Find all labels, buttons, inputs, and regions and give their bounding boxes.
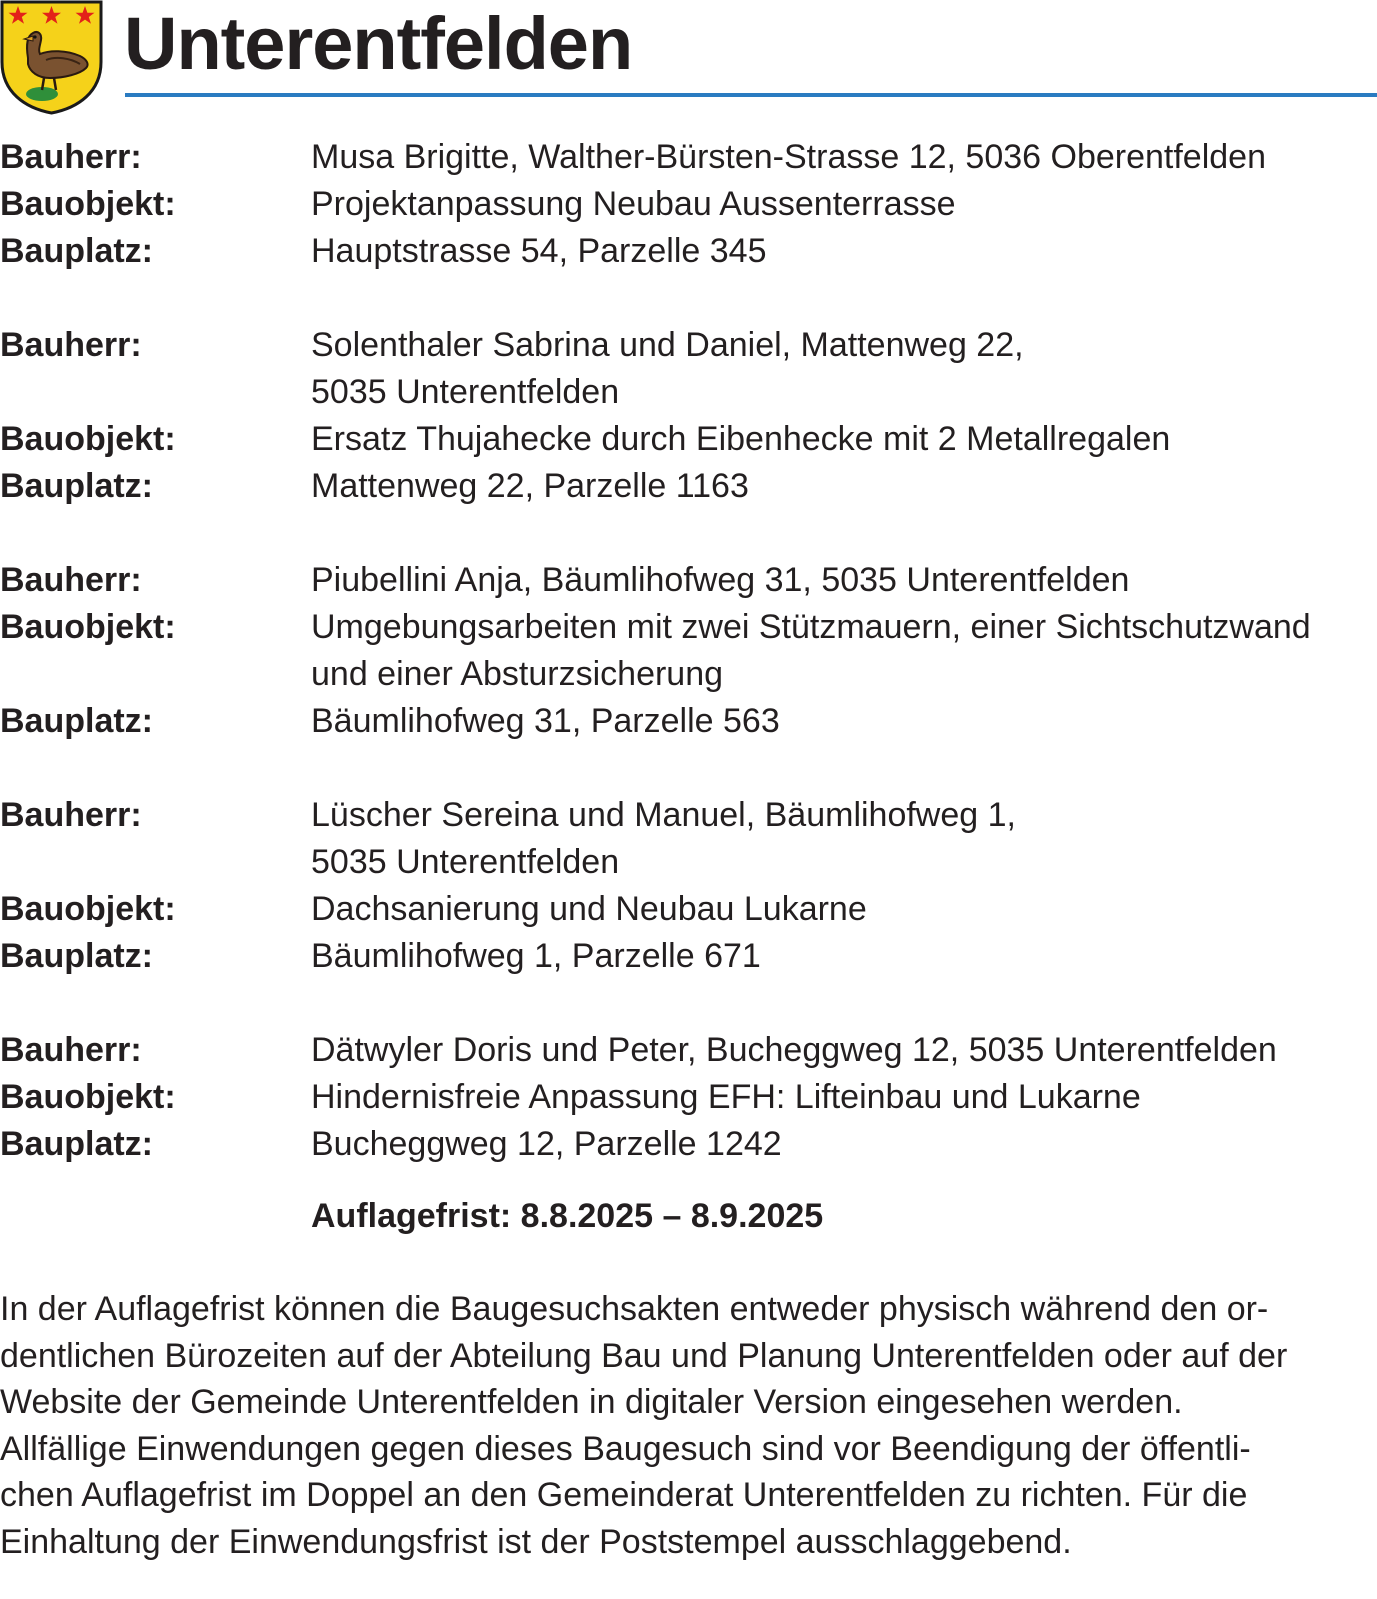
bauherr-value: Musa Brigitte, Walther-Bürsten-Strasse 12, 5036 Oberentfelden [311,138,1266,176]
bauobjekt-value: Hindernisfreie Anpassung EFH: Lifteinbau und Lukarne [311,1078,1141,1116]
bauherr-row [0,322,1377,416]
bauobjekt-value: Ersatz Thujahecke durch Eibenhecke mit 2 Metallregalen [311,420,1171,458]
building-applications-list [0,134,1377,1215]
notice-paragraph: In der Auflagefrist können die Baugesuchsakten entweder physisch während den or- dentlichen Bürozeiten auf der Abteilung Bau und Planung Unterentfelden oder auf der Website der Gemeinde Unterentfelden in digitaler Version eingesehen werden. Allfällige Einwendungen gegen dieses Baugesuch sind vor Beendigung der öffentli- chen Auflagefrist im Doppel an den Gemeinderat Unterentfelden zu richten. Für die Einhaltung der Einwendungsfrist ist der Poststempel ausschlaggebend. [0,1290,1288,1561]
bauplatz-label: Bauplatz: [0,702,153,740]
bauobjekt-row [0,604,1377,698]
bauobjekt-label: Bauobjekt: [0,890,176,928]
bauobjekt-row [0,416,1377,463]
bauplatz-row [0,698,1377,745]
coat-of-arms-icon [0,0,104,115]
bauherr-value: Lüscher Sereina und Manuel, Bäumlihofweg 1, 5035 Unterentfelden [311,796,1016,881]
bauplatz-row [0,463,1377,510]
bauherr-row [0,1027,1377,1074]
bauplatz-row [0,228,1377,275]
bauobjekt-label: Bauobjekt: [0,420,176,458]
bauobjekt-label: Bauobjekt: [0,608,176,646]
deadline-text: Auflagefrist: 8.8.2025 – 8.9.2025 [311,1197,824,1235]
bauplatz-label: Bauplatz: [0,467,153,505]
bauobjekt-row [0,1074,1377,1121]
page-title: Unterentfelden [124,2,633,85]
bauplatz-label: Bauplatz: [0,937,153,975]
bauplatz-value: Bäumlihofweg 31, Parzelle 563 [311,702,780,740]
bauplatz-row [0,933,1377,980]
bauherr-label: Bauherr: [0,561,142,599]
bauplatz-value: Bäumlihofweg 1, Parzelle 671 [311,937,761,975]
application-entry [0,792,1377,980]
bauherr-label: Bauherr: [0,796,142,834]
bauplatz-value: Hauptstrasse 54, Parzelle 345 [311,232,767,270]
bauobjekt-label: Bauobjekt: [0,1078,176,1116]
bauobjekt-row [0,886,1377,933]
bauherr-label: Bauherr: [0,1031,142,1069]
bauplatz-row [0,1121,1377,1168]
bauherr-value: Dätwyler Doris und Peter, Bucheggweg 12, 5035 Unterentfelden [311,1031,1277,1069]
bauherr-value: Solenthaler Sabrina und Daniel, Mattenweg 22, 5035 Unterentfelden [311,326,1024,411]
bauobjekt-label: Bauobjekt: [0,185,176,223]
bauplatz-label: Bauplatz: [0,1125,153,1163]
application-entry [0,1027,1377,1168]
page-header [0,0,1377,115]
bauherr-row [0,792,1377,886]
bauherr-row [0,134,1377,181]
title-divider [125,93,1377,97]
application-entry [0,557,1377,745]
bauherr-label: Bauherr: [0,138,142,176]
bauplatz-value: Mattenweg 22, Parzelle 1163 [311,467,749,505]
application-entry [0,134,1377,275]
bauobjekt-value: Projektanpassung Neubau Aussenterrasse [311,185,956,223]
bauplatz-value: Bucheggweg 12, Parzelle 1242 [311,1125,782,1163]
bauherr-row [0,557,1377,604]
bauobjekt-value: Umgebungsarbeiten mit zwei Stützmauern, einer Sichtschutzwand und einer Absturzsicherung [311,608,1311,693]
bauplatz-label: Bauplatz: [0,232,153,270]
application-entry [0,322,1377,510]
bauobjekt-value: Dachsanierung und Neubau Lukarne [311,890,867,928]
bauobjekt-row [0,181,1377,228]
bauherr-value: Piubellini Anja, Bäumlihofweg 31, 5035 Unterentfelden [311,561,1130,599]
bauherr-label: Bauherr: [0,326,142,364]
